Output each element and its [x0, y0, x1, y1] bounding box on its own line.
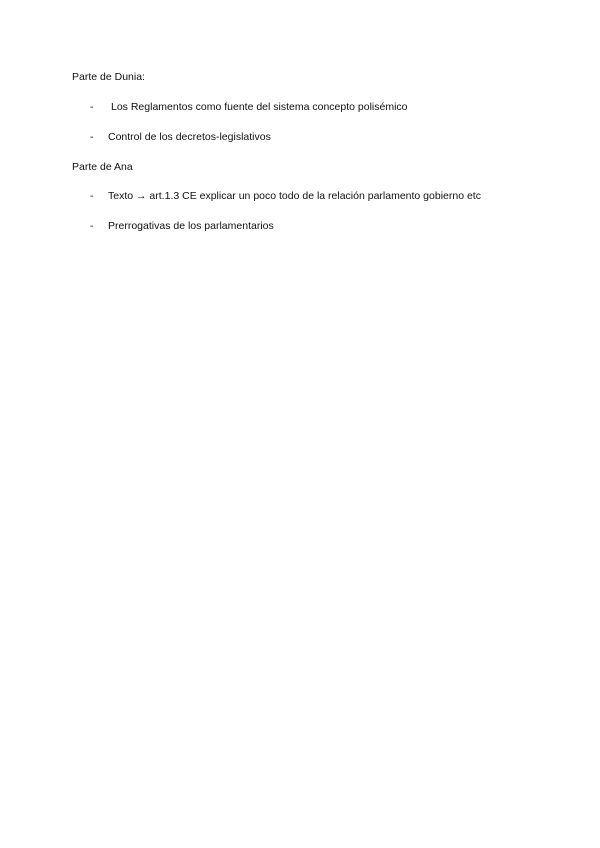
list-item-text: Prerrogativas de los parlamentarios [108, 220, 274, 232]
section-heading-dunia: Parte de Dunia: [72, 71, 145, 83]
list-bullet: - [90, 131, 94, 143]
section-heading-ana: Parte de Ana [72, 161, 133, 173]
list-item [90, 132, 271, 143]
list-item-text: Control de los decretos-legislativos [108, 131, 271, 143]
list-item [90, 191, 481, 202]
list-item [90, 102, 408, 113]
list-bullet: - [90, 190, 94, 202]
list-item [90, 221, 274, 232]
list-bullet: - [90, 220, 94, 232]
list-bullet: - [90, 101, 94, 113]
list-item-text: Los Reglamentos como fuente del sistema concepto polisémico [111, 101, 408, 113]
list-item-text: Texto → art.1.3 CE explicar un poco todo de la relación parlamento gobierno etc [108, 190, 481, 202]
